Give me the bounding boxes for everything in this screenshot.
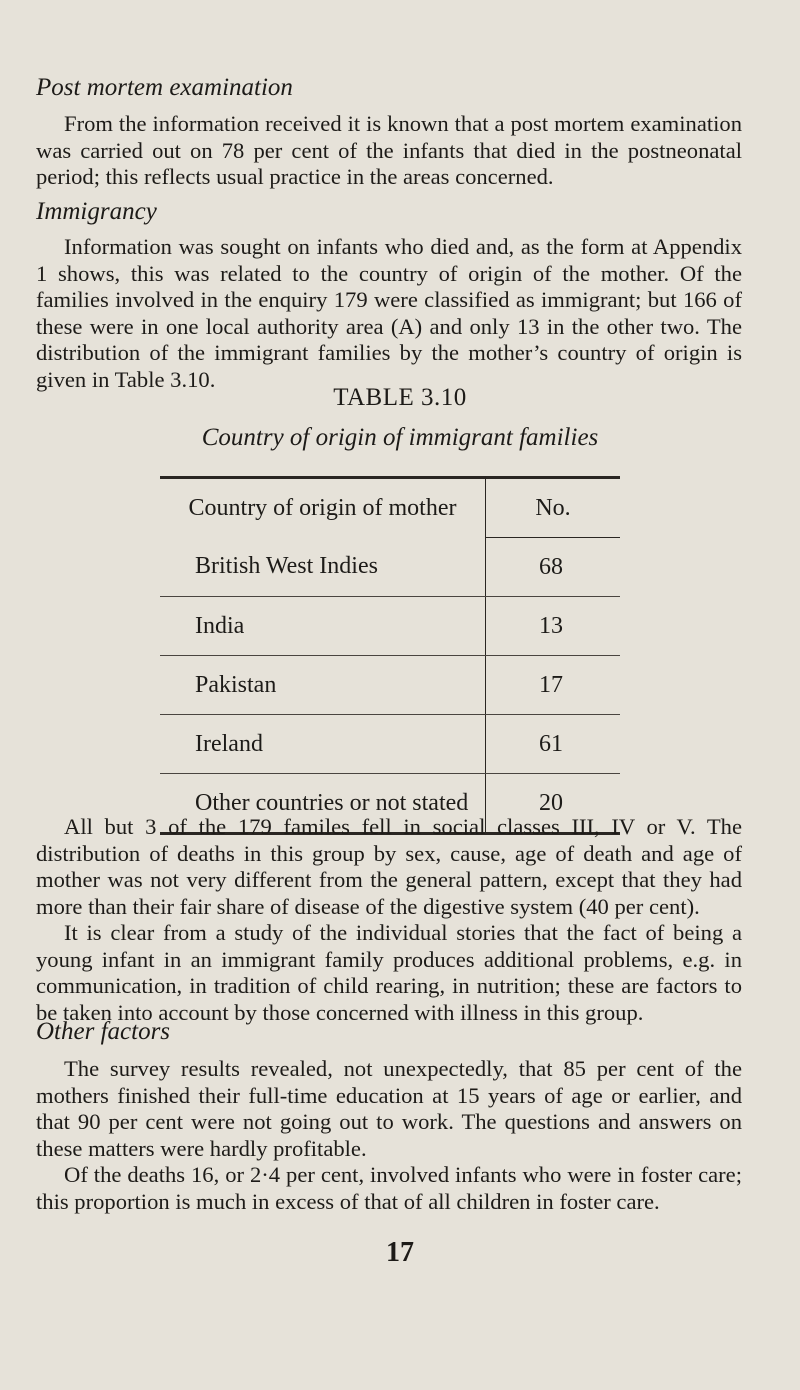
page-number: 17	[386, 1237, 414, 1268]
country-cell: Other countries or not stated	[160, 774, 486, 834]
other-factors-heading: Other factors	[36, 1018, 171, 1045]
column-header-number: No.	[486, 478, 621, 538]
after-table-paragraphs	[36, 814, 742, 1026]
number-cell: 17	[486, 656, 621, 715]
country-cell: Pakistan	[160, 656, 486, 715]
number-cell: 20	[539, 789, 563, 816]
number-cell: 13	[486, 597, 621, 656]
foster-care-text: Of the deaths 16, or 2·4 per cent, involved infants who were in foster care; this proportion is much in excess of that of all children in foster care.	[36, 1162, 742, 1214]
column-header-country: Country of origin of mother	[160, 478, 486, 538]
table-caption: Country of origin of immigrant families	[201, 424, 599, 451]
immigrant-origin-table	[160, 476, 620, 835]
post-mortem-text: From the information received it is known that a post mortem examination was carried out on 78 per cent of the infants that died in the postneonatal period; this reflects usual practice in the areas concerned.	[36, 111, 742, 189]
individual-stories-text: It is clear from a study of the individual stories that the fact of being a young infant in an immigrant family produces additional problems, e.g. in communication, in tradition of child rearing, in nutrition; these are factors to be taken into account by those concerned with illness in this group.	[36, 920, 742, 1025]
immigrancy-heading: Immigrancy	[36, 198, 157, 225]
table-row	[160, 538, 620, 597]
country-cell: British West Indies	[160, 538, 486, 597]
post-mortem-paragraph	[36, 111, 742, 191]
survey-results-text: The survey results revealed, not unexpectedly, that 85 per cent of the mothers finished their full-time education at 15 years of age or earlier, and that 90 per cent were not going out to work. The questions and answers on these matters were hardly profitable.	[36, 1056, 742, 1161]
table-header-row	[160, 478, 620, 538]
post-mortem-heading: Post mortem examination	[36, 74, 293, 101]
immigrancy-paragraph	[36, 234, 742, 393]
immigrancy-text: Information was sought on infants who died and, as the form at Appendix 1 shows, this was related to the country of origin of the mother. Of the families involved in the enquiry 179 were classified as immigrant; but 166 of these were in one local authority area (A) and only 13 in the other two. The distribution of the immigrant families by the mother’s country of origin is given in Table 3.10.	[36, 234, 742, 392]
other-factors-paragraphs	[36, 1056, 742, 1215]
table-row	[160, 597, 620, 656]
table-label: TABLE 3.10	[333, 384, 467, 411]
number-cell: 61	[486, 715, 621, 774]
table-row	[160, 715, 620, 774]
country-cell: India	[160, 597, 486, 656]
social-class-text: All but 3 of the 179 familes fell in social classes III, IV or V. The distribution of deaths in this group by sex, cause, age of death and age of mother was not very different from the general pattern, except that they had more than their fair share of disease of the digestive system (40 per cent).	[36, 814, 742, 919]
number-cell: 68	[486, 538, 621, 597]
table-row	[160, 656, 620, 715]
country-cell: Ireland	[160, 715, 486, 774]
